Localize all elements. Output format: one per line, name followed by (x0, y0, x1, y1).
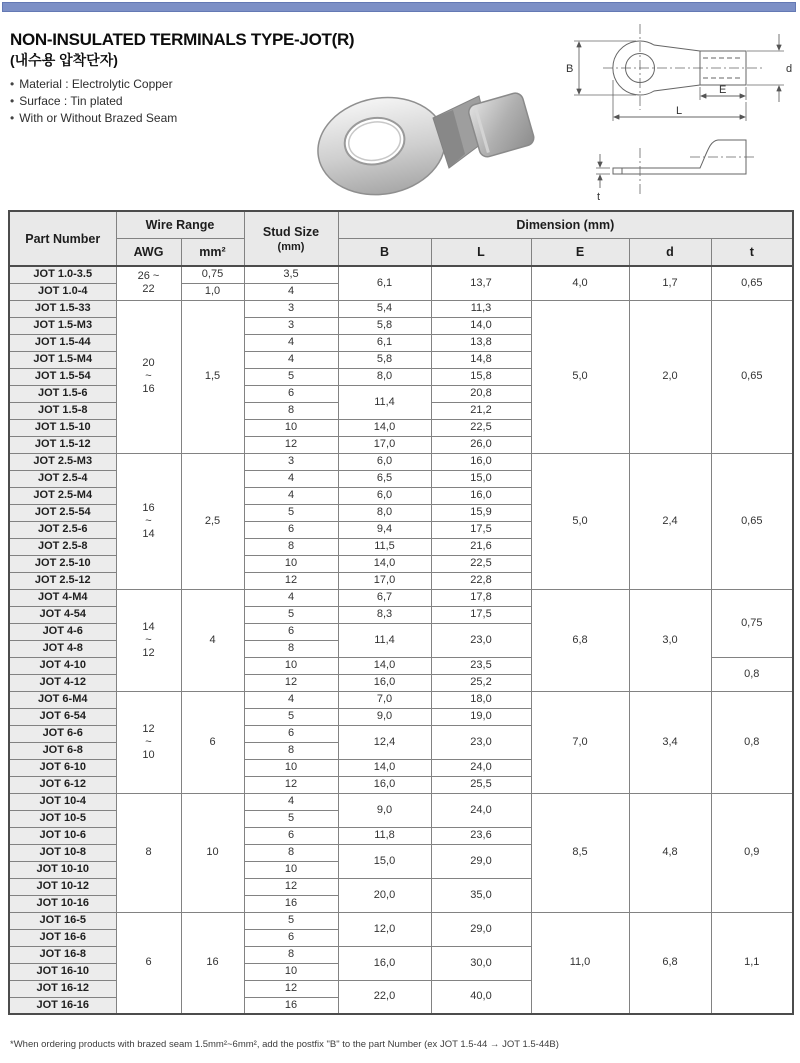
stud-size-cell: 8 (244, 640, 338, 657)
stud-size-cell: 10 (244, 657, 338, 674)
dim-b-cell: 15,0 (338, 844, 431, 878)
dim-b-cell: 6,0 (338, 453, 431, 470)
dim-l-cell: 21,2 (431, 402, 531, 419)
part-number-cell: JOT 16-8 (9, 946, 116, 963)
dim-l-cell: 17,8 (431, 589, 531, 606)
dim-b-cell: 16,0 (338, 946, 431, 980)
part-number-cell: JOT 2.5-8 (9, 538, 116, 555)
dim-b-cell: 9,0 (338, 708, 431, 725)
bullet-seam (10, 110, 310, 127)
stud-size-cell: 4 (244, 589, 338, 606)
awg-cell: 16 ~ 14 (116, 453, 181, 589)
dim-l-cell: 13,7 (431, 266, 531, 300)
header-row-2 (9, 239, 793, 267)
dim-t-cell: 1,1 (711, 912, 793, 1014)
mm2-cell: 1,0 (181, 283, 244, 300)
dim-b-cell: 9,4 (338, 521, 431, 538)
dim-b-cell: 5,8 (338, 317, 431, 334)
stud-size-cell: 12 (244, 878, 338, 895)
dim-l-cell: 29,0 (431, 912, 531, 946)
table-row (9, 266, 793, 283)
dim-l-cell: 14,0 (431, 317, 531, 334)
dim-b-cell: 8,0 (338, 504, 431, 521)
dim-label-b: B (566, 63, 574, 75)
dim-b-cell: 9,0 (338, 793, 431, 827)
dim-e-cell: 8,5 (531, 793, 629, 912)
stud-size-cell: 6 (244, 929, 338, 946)
dim-l-cell: 26,0 (431, 436, 531, 453)
dim-b-cell: 12,0 (338, 912, 431, 946)
stud-size-cell: 12 (244, 776, 338, 793)
dim-e-cell: 6,8 (531, 589, 629, 691)
stud-size-cell: 3 (244, 300, 338, 317)
part-number-cell: JOT 1.5-44 (9, 334, 116, 351)
stud-size-cell: 6 (244, 623, 338, 640)
dim-d-cell: 2,4 (629, 453, 711, 589)
product-photo (283, 72, 541, 204)
spec-table-body (9, 266, 793, 1014)
part-number-cell: JOT 10-4 (9, 793, 116, 810)
header-block (10, 30, 355, 127)
stud-size-cell: 12 (244, 674, 338, 691)
dim-b-cell: 11,5 (338, 538, 431, 555)
dim-l-cell: 13,8 (431, 334, 531, 351)
dim-l-cell: 15,8 (431, 368, 531, 385)
dimension-diagram (550, 20, 798, 205)
dim-b-cell: 11,4 (338, 385, 431, 419)
part-number-cell: JOT 16-16 (9, 997, 116, 1014)
part-number-cell: JOT 1.5-M4 (9, 351, 116, 368)
table-row (9, 912, 793, 929)
spec-table-header (9, 211, 793, 266)
awg-cell: 8 (116, 793, 181, 912)
ring-terminal-photo (283, 72, 541, 204)
header-row-1 (9, 211, 793, 239)
part-number-cell: JOT 2.5-M3 (9, 453, 116, 470)
dim-l-cell: 17,5 (431, 606, 531, 623)
stud-size-unit: (mm) (277, 240, 305, 253)
dim-label-l: L (676, 105, 683, 117)
dim-l-cell: 21,6 (431, 538, 531, 555)
dim-b-cell: 6,1 (338, 266, 431, 300)
stud-size-cell: 8 (244, 742, 338, 759)
dim-l-cell: 11,3 (431, 300, 531, 317)
part-number-cell: JOT 2.5-12 (9, 572, 116, 589)
table-row (9, 793, 793, 810)
stud-size-cell: 3,5 (244, 266, 338, 283)
dim-l-cell: 17,5 (431, 521, 531, 538)
dim-l-cell: 15,0 (431, 470, 531, 487)
stud-size-cell: 5 (244, 810, 338, 827)
stud-size-label: Stud Size (262, 224, 320, 239)
dim-l-cell: 23,0 (431, 725, 531, 759)
stud-size-cell: 4 (244, 470, 338, 487)
awg-cell: 14 ~ 12 (116, 589, 181, 691)
spec-table (8, 210, 794, 1015)
stud-size-cell: 10 (244, 861, 338, 878)
page-title: NON-INSULATED TERMINALS TYPE-JOT(R) (10, 30, 355, 49)
part-number-cell: JOT 2.5-54 (9, 504, 116, 521)
part-number-cell: JOT 6-M4 (9, 691, 116, 708)
col-header-wire-range: Wire Range (116, 211, 244, 239)
dim-b-cell: 8,3 (338, 606, 431, 623)
col-header-e: E (531, 239, 629, 267)
mm2-cell: 1,5 (181, 300, 244, 453)
col-header-d: d (629, 239, 711, 267)
stud-size-cell: 16 (244, 895, 338, 912)
col-header-mm2: mm² (181, 239, 244, 267)
page-subtitle: (내수용 압착단자) (10, 52, 118, 68)
dim-l-cell: 15,9 (431, 504, 531, 521)
col-header-stud-size (244, 211, 338, 266)
dim-b-cell: 5,8 (338, 351, 431, 368)
part-number-cell: JOT 6-54 (9, 708, 116, 725)
stud-size-cell: 4 (244, 283, 338, 300)
part-number-cell: JOT 4-54 (9, 606, 116, 623)
dim-e-cell: 5,0 (531, 300, 629, 453)
stud-size-cell: 6 (244, 385, 338, 402)
dim-b-cell: 12,4 (338, 725, 431, 759)
col-header-dimension: Dimension (mm) (338, 211, 793, 239)
dim-l-cell: 14,8 (431, 351, 531, 368)
dim-t-cell: 0,8 (711, 657, 793, 691)
dim-b-cell: 6,5 (338, 470, 431, 487)
part-number-cell: JOT 16-5 (9, 912, 116, 929)
awg-cell: 20 ~ 16 (116, 300, 181, 453)
part-number-cell: JOT 1.5-33 (9, 300, 116, 317)
dim-l-cell: 16,0 (431, 487, 531, 504)
part-number-cell: JOT 4-10 (9, 657, 116, 674)
dim-l-cell: 25,5 (431, 776, 531, 793)
dim-b-cell: 14,0 (338, 759, 431, 776)
part-number-cell: JOT 10-12 (9, 878, 116, 895)
dim-b-cell: 6,0 (338, 487, 431, 504)
dim-l-cell: 24,0 (431, 793, 531, 827)
dim-e-cell: 4,0 (531, 266, 629, 300)
bullet-icon: • (10, 111, 15, 125)
part-number-cell: JOT 1.5-12 (9, 436, 116, 453)
stud-size-cell: 4 (244, 487, 338, 504)
stud-size-cell: 8 (244, 946, 338, 963)
bullet-list (10, 76, 310, 127)
stud-size-cell: 8 (244, 538, 338, 555)
dim-d-cell: 3,4 (629, 691, 711, 793)
awg-cell: 6 (116, 912, 181, 1014)
dim-t-cell: 0,65 (711, 300, 793, 453)
col-header-t: t (711, 239, 793, 267)
stud-size-cell: 10 (244, 555, 338, 572)
dim-b-cell: 5,4 (338, 300, 431, 317)
part-number-cell: JOT 1.5-6 (9, 385, 116, 402)
part-number-cell: JOT 10-16 (9, 895, 116, 912)
dim-b-cell: 8,0 (338, 368, 431, 385)
part-number-cell: JOT 4-M4 (9, 589, 116, 606)
stud-size-cell: 5 (244, 708, 338, 725)
stud-size-cell: 4 (244, 334, 338, 351)
stud-size-cell: 10 (244, 963, 338, 980)
part-number-cell: JOT 10-5 (9, 810, 116, 827)
part-number-cell: JOT 10-8 (9, 844, 116, 861)
dim-t-cell: 0,9 (711, 793, 793, 912)
part-number-cell: JOT 2.5-4 (9, 470, 116, 487)
dim-b-cell: 20,0 (338, 878, 431, 912)
col-header-part-number: Part Number (9, 211, 116, 266)
stud-size-cell: 12 (244, 436, 338, 453)
stud-size-cell: 5 (244, 504, 338, 521)
dim-b-cell: 17,0 (338, 436, 431, 453)
dim-label-d: d (786, 63, 793, 75)
bullet-icon: • (10, 77, 15, 91)
dim-l-cell: 19,0 (431, 708, 531, 725)
dim-b-cell: 6,1 (338, 334, 431, 351)
col-header-b: B (338, 239, 431, 267)
dim-b-cell: 22,0 (338, 980, 431, 1014)
dim-l-cell: 22,5 (431, 419, 531, 436)
dim-t-cell: 0,8 (711, 691, 793, 793)
dim-b-cell: 11,4 (338, 623, 431, 657)
mm2-cell: 0,75 (181, 266, 244, 283)
dim-l-cell: 16,0 (431, 453, 531, 470)
dim-l-cell: 23,6 (431, 827, 531, 844)
part-number-cell: JOT 2.5-10 (9, 555, 116, 572)
part-number-cell: JOT 4-8 (9, 640, 116, 657)
dim-b-cell: 14,0 (338, 419, 431, 436)
part-number-cell: JOT 2.5-M4 (9, 487, 116, 504)
stud-size-cell: 6 (244, 521, 338, 538)
bullet-material-text: Material : Electrolytic Copper (19, 77, 173, 91)
dim-l-cell: 22,5 (431, 555, 531, 572)
part-number-cell: JOT 1.5-8 (9, 402, 116, 419)
stud-size-cell: 10 (244, 759, 338, 776)
mm2-cell: 6 (181, 691, 244, 793)
part-number-cell: JOT 4-6 (9, 623, 116, 640)
dim-b-cell: 14,0 (338, 657, 431, 674)
bullet-material (10, 76, 310, 93)
dim-l-cell: 29,0 (431, 844, 531, 878)
dim-b-cell: 6,7 (338, 589, 431, 606)
stud-size-cell: 4 (244, 793, 338, 810)
dim-b-cell: 16,0 (338, 776, 431, 793)
mm2-cell: 10 (181, 793, 244, 912)
dim-l-cell: 30,0 (431, 946, 531, 980)
mm2-cell: 4 (181, 589, 244, 691)
bullet-surface-text: Surface : Tin plated (19, 94, 123, 108)
stud-size-cell: 4 (244, 351, 338, 368)
dim-d-cell: 3,0 (629, 589, 711, 691)
footnote: *When ordering products with brazed seam 1.5mm²~6mm², add the postfix "B" to the part Number (ex JOT 1.5-44 → JOT 1.5-44B) (10, 1039, 559, 1050)
part-number-cell: JOT 1.5-M3 (9, 317, 116, 334)
stud-size-cell: 8 (244, 402, 338, 419)
dim-b-cell: 14,0 (338, 555, 431, 572)
mm2-cell: 16 (181, 912, 244, 1014)
dim-l-cell: 35,0 (431, 878, 531, 912)
awg-cell: 26 ~ 22 (116, 266, 181, 300)
table-row (9, 589, 793, 606)
accent-bar (2, 2, 796, 12)
part-number-cell: JOT 16-12 (9, 980, 116, 997)
part-number-cell: JOT 6-12 (9, 776, 116, 793)
dim-e-cell: 7,0 (531, 691, 629, 793)
bullet-seam-text: With or Without Brazed Seam (19, 111, 178, 125)
table-row (9, 453, 793, 470)
table-row (9, 691, 793, 708)
mm2-cell: 2,5 (181, 453, 244, 589)
stud-size-cell: 5 (244, 368, 338, 385)
part-number-cell: JOT 16-10 (9, 963, 116, 980)
dim-l-cell: 40,0 (431, 980, 531, 1014)
stud-size-cell: 10 (244, 419, 338, 436)
stud-size-cell: 6 (244, 827, 338, 844)
dim-b-cell: 11,8 (338, 827, 431, 844)
stud-size-cell: 5 (244, 912, 338, 929)
dim-b-cell: 17,0 (338, 572, 431, 589)
dim-l-cell: 20,8 (431, 385, 531, 402)
part-number-cell: JOT 6-10 (9, 759, 116, 776)
dim-d-cell: 4,8 (629, 793, 711, 912)
part-number-cell: JOT 1.5-54 (9, 368, 116, 385)
stud-size-cell: 5 (244, 606, 338, 623)
dim-t-cell: 0,75 (711, 589, 793, 657)
stud-size-cell: 3 (244, 317, 338, 334)
stud-size-cell: 4 (244, 691, 338, 708)
stud-size-cell: 12 (244, 980, 338, 997)
dim-t-cell: 0,65 (711, 453, 793, 589)
dim-b-cell: 16,0 (338, 674, 431, 691)
dim-b-cell: 7,0 (338, 691, 431, 708)
dim-d-cell: 2,0 (629, 300, 711, 453)
part-number-cell: JOT 10-6 (9, 827, 116, 844)
stud-size-cell: 3 (244, 453, 338, 470)
dim-label-e: E (719, 84, 727, 96)
stud-size-cell: 6 (244, 725, 338, 742)
part-number-cell: JOT 6-6 (9, 725, 116, 742)
part-number-cell: JOT 1.5-10 (9, 419, 116, 436)
part-number-cell: JOT 1.0-3.5 (9, 266, 116, 283)
dim-l-cell: 22,8 (431, 572, 531, 589)
col-header-l: L (431, 239, 531, 267)
dim-e-cell: 5,0 (531, 453, 629, 589)
dim-l-cell: 18,0 (431, 691, 531, 708)
table-row (9, 300, 793, 317)
part-number-cell: JOT 4-12 (9, 674, 116, 691)
bullet-icon: • (10, 94, 15, 108)
stud-size-cell: 16 (244, 997, 338, 1014)
dim-label-t: t (597, 191, 601, 203)
dim-l-cell: 23,5 (431, 657, 531, 674)
stud-size-cell: 12 (244, 572, 338, 589)
part-number-cell: JOT 6-8 (9, 742, 116, 759)
part-number-cell: JOT 16-6 (9, 929, 116, 946)
dim-e-cell: 11,0 (531, 912, 629, 1014)
part-number-cell: JOT 1.0-4 (9, 283, 116, 300)
col-header-awg: AWG (116, 239, 181, 267)
bullet-surface (10, 93, 310, 110)
part-number-cell: JOT 2.5-6 (9, 521, 116, 538)
dim-l-cell: 25,2 (431, 674, 531, 691)
dim-t-cell: 0,65 (711, 266, 793, 300)
dim-d-cell: 6,8 (629, 912, 711, 1014)
dimension-drawing (550, 20, 798, 205)
awg-cell: 12 ~ 10 (116, 691, 181, 793)
stud-size-cell: 8 (244, 844, 338, 861)
dim-l-cell: 24,0 (431, 759, 531, 776)
part-number-cell: JOT 10-10 (9, 861, 116, 878)
dim-l-cell: 23,0 (431, 623, 531, 657)
dim-d-cell: 1,7 (629, 266, 711, 300)
